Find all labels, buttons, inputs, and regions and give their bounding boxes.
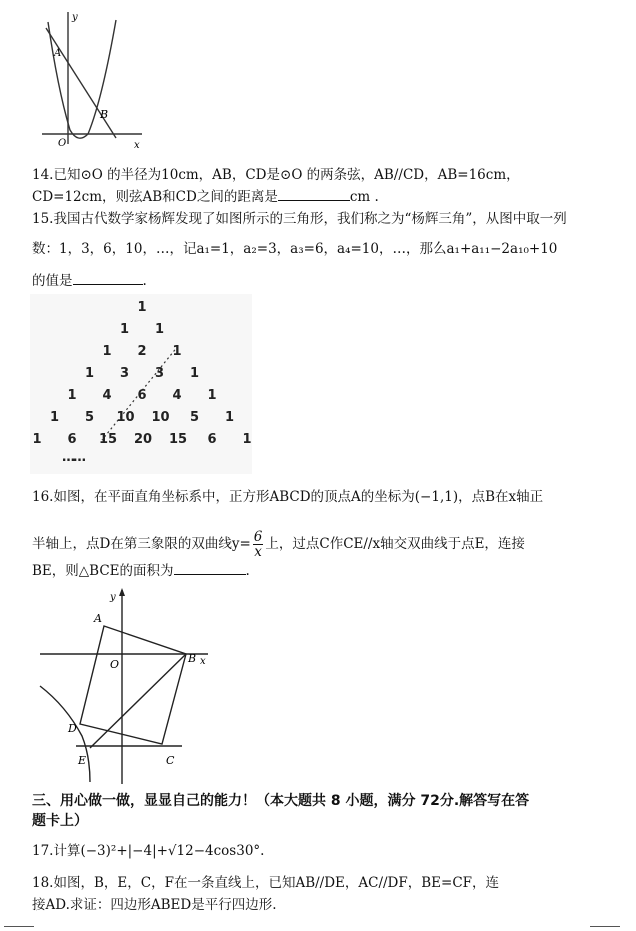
yanghui-number: 1 xyxy=(67,388,77,403)
y-axis-arrow xyxy=(119,588,125,596)
page-corner-mark-right xyxy=(590,926,620,927)
label-x: x xyxy=(134,140,140,150)
q15-line3-pre: 的值是 xyxy=(32,273,73,289)
yanghui-number: 10 xyxy=(116,410,135,425)
yanghui-dots: …… xyxy=(62,450,84,465)
label-O: O xyxy=(110,658,120,671)
label-A: A xyxy=(54,48,62,59)
q15-answer-blank[interactable] xyxy=(73,272,143,285)
q16-line1: 16.如图，在平面直角坐标系中，正方形ABCD的顶点A的坐标为(−1,1)，点B在x轴正 xyxy=(32,489,544,505)
q16-answer-blank[interactable] xyxy=(174,562,246,575)
q18-line1: 18.如图，B，E，C，F在一条直线上，已知AB//DE，AC//DF，BE=CF，连 xyxy=(32,875,500,891)
q15-line3-post: . xyxy=(142,273,147,289)
yanghui-number: 15 xyxy=(99,432,118,447)
yanghui-number: 1 xyxy=(119,322,130,337)
yanghui-number: 3 xyxy=(119,366,130,381)
yanghui-dotted-diagonal xyxy=(30,294,252,474)
yanghui-number: 20 xyxy=(134,432,153,447)
yanghui-number: 3 xyxy=(154,366,165,381)
square-figure xyxy=(36,586,216,786)
label-O: O xyxy=(58,138,67,149)
yanghui-number: 1 xyxy=(49,410,60,425)
segment-be xyxy=(90,654,186,748)
label-y: y xyxy=(72,12,78,23)
q14-line2-post: cm . xyxy=(349,189,379,205)
q16-frac-num: 6 xyxy=(253,529,263,545)
yanghui-number: 4 xyxy=(172,388,182,403)
yanghui-number: 1 xyxy=(172,344,182,359)
label-B: B xyxy=(188,652,197,665)
page-corner-mark-left xyxy=(4,926,34,927)
yanghui-number: 1 xyxy=(84,366,95,381)
label-y: y xyxy=(110,592,116,603)
yanghui-number: 1 xyxy=(207,388,217,403)
parabola-figure xyxy=(40,10,150,150)
yanghui-number: 1 xyxy=(242,432,252,447)
yanghui-triangle-figure xyxy=(30,294,252,474)
q16-fraction xyxy=(253,530,264,559)
q14-answer-blank[interactable] xyxy=(278,188,350,201)
label-D: D xyxy=(68,722,77,735)
q14-line2 xyxy=(32,188,379,206)
yanghui-number: 6 xyxy=(207,432,217,447)
yanghui-number: 15 xyxy=(169,432,188,447)
section3-heading-line2: 题卡上） xyxy=(32,813,88,829)
square-abcd xyxy=(80,626,186,744)
label-E: E xyxy=(78,754,87,767)
label-A: A xyxy=(94,612,102,625)
yanghui-number: 1 xyxy=(189,366,200,381)
label-B: B xyxy=(100,108,109,121)
yanghui-number: 5 xyxy=(84,410,95,425)
q16-line3-post: . xyxy=(245,563,250,579)
yanghui-number: 2 xyxy=(137,344,147,359)
q14-line2-pre: CD=12cm，则弦AB和CD之间的距离是 xyxy=(32,189,278,205)
q14-line1: 14.已知⊙O 的半径为10cm，AB，CD是⊙O 的两条弦，AB//CD，AB=16cm， xyxy=(32,167,520,183)
q15-line2: 数：1，3，6，10，…，记a₁=1，a₂=3，a₃=6，a₄=10，…，那么a₁+a₁₁−2a₁₀+10 xyxy=(32,241,558,257)
yanghui-number: 10 xyxy=(151,410,170,425)
yanghui-number: 1 xyxy=(102,344,112,359)
hyperbola-branch xyxy=(40,686,90,782)
yanghui-number: 5 xyxy=(189,410,200,425)
line-ab xyxy=(46,28,116,138)
yanghui-number: 1 xyxy=(137,300,147,315)
yanghui-number: 1 xyxy=(224,410,235,425)
yanghui-number: 1 xyxy=(32,432,42,447)
q16-line3-pre: BE，则△BCE的面积为 xyxy=(32,563,174,579)
section3-heading-line1: 三、用心做一做，显显自己的能力！（本大题共 8 小题，满分 72分.解答写在答 xyxy=(32,793,530,809)
label-x: x xyxy=(200,656,206,667)
q16-line2 xyxy=(32,530,525,559)
label-C: C xyxy=(166,754,175,767)
yanghui-number: 6 xyxy=(137,388,147,403)
q18-line2: 接AD.求证：四边形ABED是平行四边形. xyxy=(32,897,277,913)
q16-frac-den: x xyxy=(254,544,262,560)
yanghui-number: 6 xyxy=(67,432,77,447)
q15-line1: 15.我国古代数学家杨辉发现了如图所示的三角形，我们称之为“杨辉三角”，从图中取一列 xyxy=(32,211,567,227)
q17-text: 17.计算(−3)²+|−4|+√12−4cos30°. xyxy=(32,843,265,859)
q16-line2-pre: 半轴上，点D在第三象限的双曲线y= xyxy=(32,536,251,552)
q15-line3 xyxy=(32,272,147,290)
yanghui-number: 1 xyxy=(154,322,165,337)
q16-line3 xyxy=(32,562,250,580)
q16-line2-post: 上，过点C作CE//x轴交双曲线于点E，连接 xyxy=(265,536,525,552)
yanghui-number: 4 xyxy=(102,388,112,403)
